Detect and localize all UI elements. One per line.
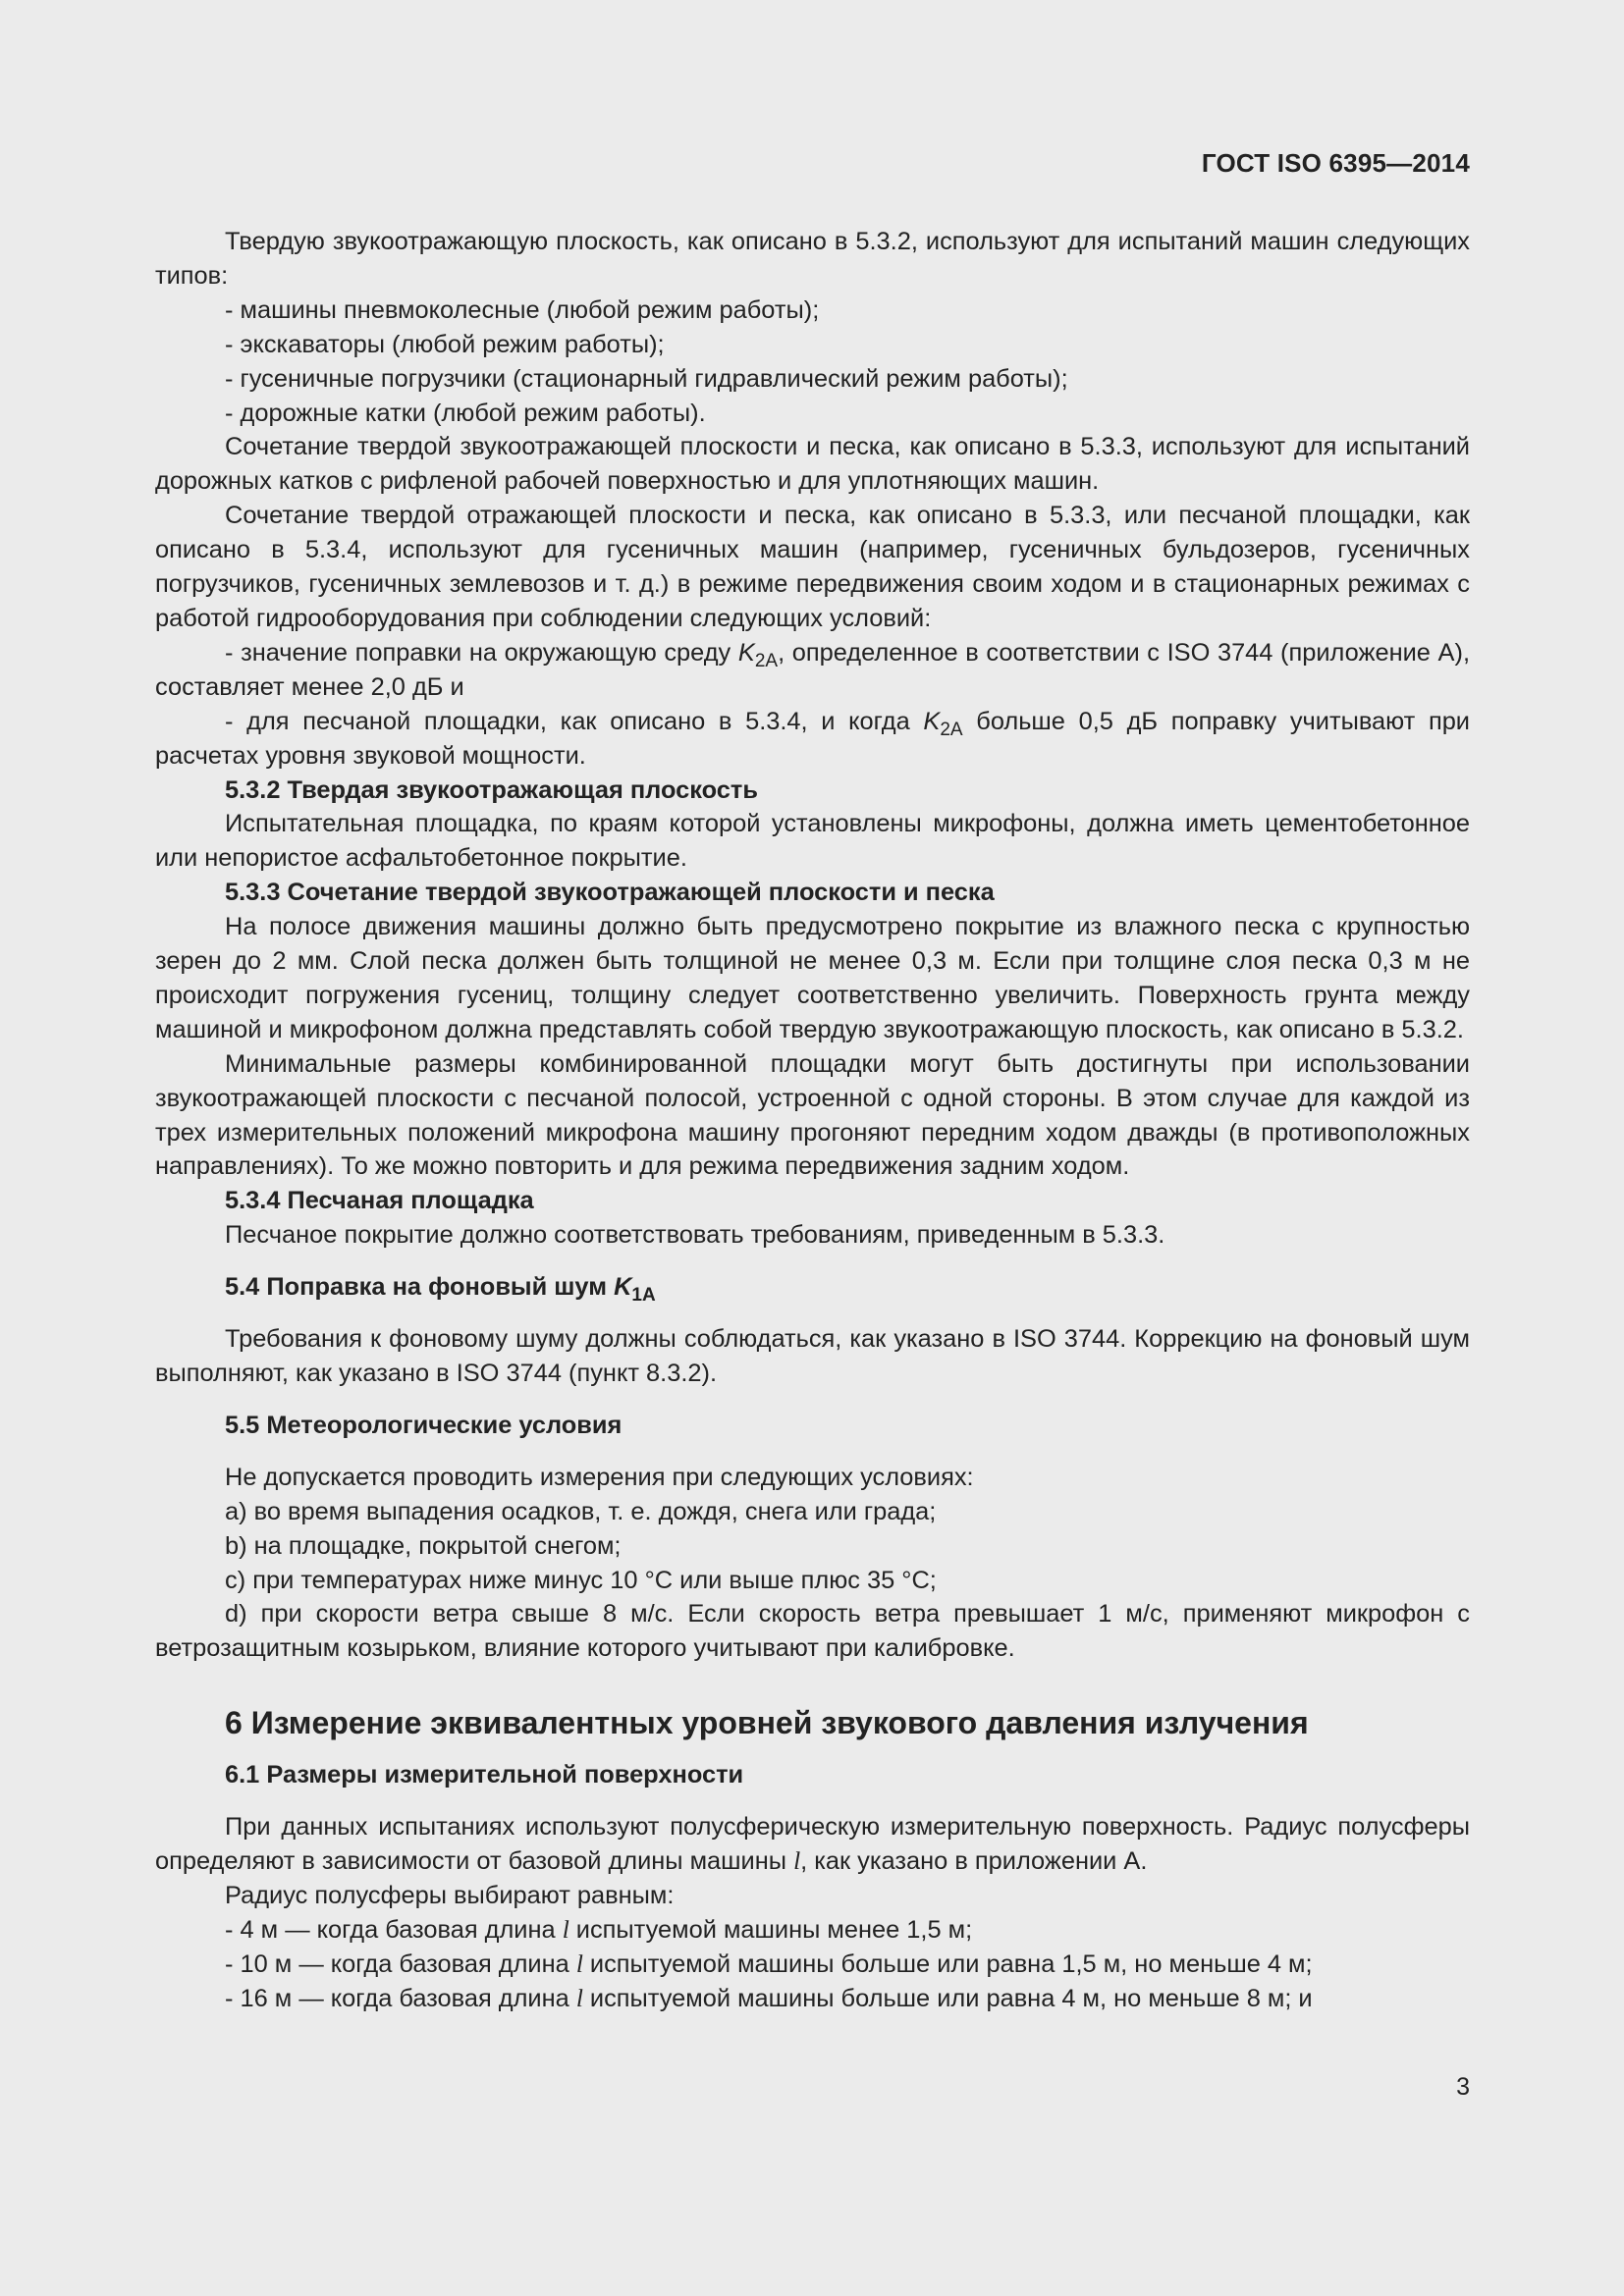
subsection-heading: 5.3.2 Твердая звукоотражающая плоскость [225, 775, 758, 804]
page-number: 3 [1456, 2073, 1470, 2101]
symbol-subscript: 2A [940, 719, 963, 740]
text-span: испытуемой машины больше или равна 4 м, но меньше 8 м; и [582, 1984, 1313, 2012]
paragraph: Сочетание твердой звукоотражающей плоскости и песка, как описано в 5.3.3, используют для испытаний дорожных катков с рифленой рабочей поверхностью и для уплотняющих машин. [155, 433, 1470, 496]
k2a-symbol [923, 707, 963, 740]
text-span: - значение поправки на окружающую среду [225, 638, 738, 667]
text-span: испытуемой машины менее 1,5 м; [568, 1915, 973, 1944]
text-span: - 10 м — когда базовая длина [225, 1949, 576, 1978]
symbol-k: K [737, 638, 755, 667]
paragraph: Песчаное покрытие должно соответствовать требованиям, приведенным в 5.3.3. [225, 1221, 1165, 1250]
document-header: ГОСТ ISO 6395—2014 [1201, 148, 1470, 178]
text-span: - для песчаной площадки, как описано в 5.3.4, и когда [225, 707, 924, 735]
k2a-symbol [737, 638, 779, 671]
section-heading: 6.1 Размеры измерительной поверхности [225, 1761, 744, 1789]
symbol-subscript: 1A [631, 1285, 656, 1307]
page-content [155, 225, 1470, 2016]
paragraph: Твердую звукоотражающую плоскость, как описано в 5.3.2, используют для испытаний машин следующих типов: [155, 228, 1470, 290]
length-symbol: l [575, 1984, 583, 2012]
length-symbol: l [575, 1949, 583, 1978]
k1a-symbol [614, 1273, 656, 1307]
condition-item [155, 705, 1470, 774]
symbol-k: K [923, 707, 941, 735]
symbol-k: K [614, 1273, 632, 1302]
length-symbol: l [562, 1915, 569, 1944]
section-heading [155, 1270, 1470, 1305]
list-item: - гусеничные погрузчики (стационарный гидравлический режим работы); [225, 364, 1068, 393]
paragraph [155, 1810, 1470, 1879]
list-item: d) при скорости ветра свыше 8 м/с. Если скорость ветра превышает 1 м/с, применяют микрофон с ветрозащитным козырьком, влияние которого учитывают при калибровке. [155, 1600, 1470, 1663]
paragraph: Испытательная площадка, по краям которой установлены микрофоны, должна иметь цементобетонное или непористое асфальтобетонное покрытие. [155, 810, 1470, 873]
section-heading: 5.5 Метеорологические условия [225, 1411, 623, 1439]
text-span: - 16 м — когда базовая длина [225, 1984, 576, 2012]
list-item [155, 1913, 1470, 1948]
symbol-subscript: 2A [754, 650, 779, 671]
text-span: - 4 м — когда базовая длина [225, 1915, 563, 1944]
heading-text: 5.4 Поправка на фоновый шум [225, 1273, 615, 1302]
list-item: - дорожные катки (любой режим работы). [225, 399, 706, 427]
list-item [155, 1982, 1470, 2016]
text-span: больше 0,5 дБ поправку учитывают при расчетах уровня звуковой мощности. [155, 707, 1470, 770]
list-item: a) во время выпадения осадков, т. е. дождя, снега или града; [225, 1497, 937, 1525]
text-span: При данных испытаниях используют полусферическую измерительную поверхность. Радиус полусферы определяют в зависимости от базовой длины машины [155, 1813, 1470, 1876]
paragraph: Минимальные размеры комбинированной площадки могут быть достигнуты при использовании звукоотражающей плоскости с песчаной полосой, устроенной с одной стороны. В этом случае для каждой из трех измерительных положений микрофона машину прогоняют передним ходом дважды (в противоположных направлениях). То же можно повторить и для режима передвижения задним ходом. [155, 1049, 1470, 1181]
subsection-heading: 5.3.4 Песчаная площадка [225, 1187, 534, 1215]
paragraph: На полосе движения машины должно быть предусмотрено покрытие из влажного песка с крупностью зерен до 2 мм. Слой песка должен быть толщиной не менее 0,3 м. Если при толщине слоя песка 0,3 м не происходит погружения гусениц, толщину следует соответственно увеличить. Поверхность грунта между машиной и микрофоном должна представлять собой твердую звукоотражающую плоскость, как описано в 5.3.2. [155, 913, 1470, 1043]
paragraph: Требования к фоновому шуму должны соблюдаться, как указано в ISO 3744. Коррекцию на фоновый шум выполняют, как указано в ISO 3744 (пункт 8.3.2). [155, 1325, 1470, 1387]
list-item: - экскаваторы (любой режим работы); [225, 330, 665, 358]
subsection-heading: 5.3.3 Сочетание твердой звукоотражающей плоскости и песка [225, 879, 995, 907]
length-symbol: l [793, 1847, 801, 1876]
paragraph: Сочетание твердой отражающей плоскости и песка, как описано в 5.3.3, или песчаной площадки, как описано в 5.3.4, используют для гусеничных машин (например, гусеничных бульдозеров, гусеничных погрузчиков, гусеничных землевозов и т. д.) в режиме передвижения своим ходом и в стационарных режимах с работой гидрооборудования при соблюдении следующих условий: [155, 502, 1470, 632]
condition-item [155, 636, 1470, 705]
chapter-heading: 6 Измерение эквивалентных уровней звукового давления излучения [225, 1705, 1309, 1741]
paragraph: Радиус полусферы выбирают равным: [225, 1881, 675, 1909]
list-item: - машины пневмоколесные (любой режим работы); [225, 295, 820, 324]
text-span: , как указано в приложении А. [800, 1847, 1148, 1876]
paragraph: Не допускается проводить измерения при следующих условиях: [225, 1463, 974, 1491]
text-span: испытуемой машины больше или равна 1,5 м, но меньше 4 м; [582, 1949, 1313, 1978]
list-item: b) на площадке, покрытой снегом; [225, 1531, 622, 1560]
list-item [155, 1948, 1470, 1982]
text-span: , определенное в соответствии с ISO 3744 (приложение А), составляет менее 2,0 дБ и [155, 638, 1470, 701]
list-item: c) при температурах ниже минус 10 °С или выше плюс 35 °С; [225, 1566, 937, 1594]
